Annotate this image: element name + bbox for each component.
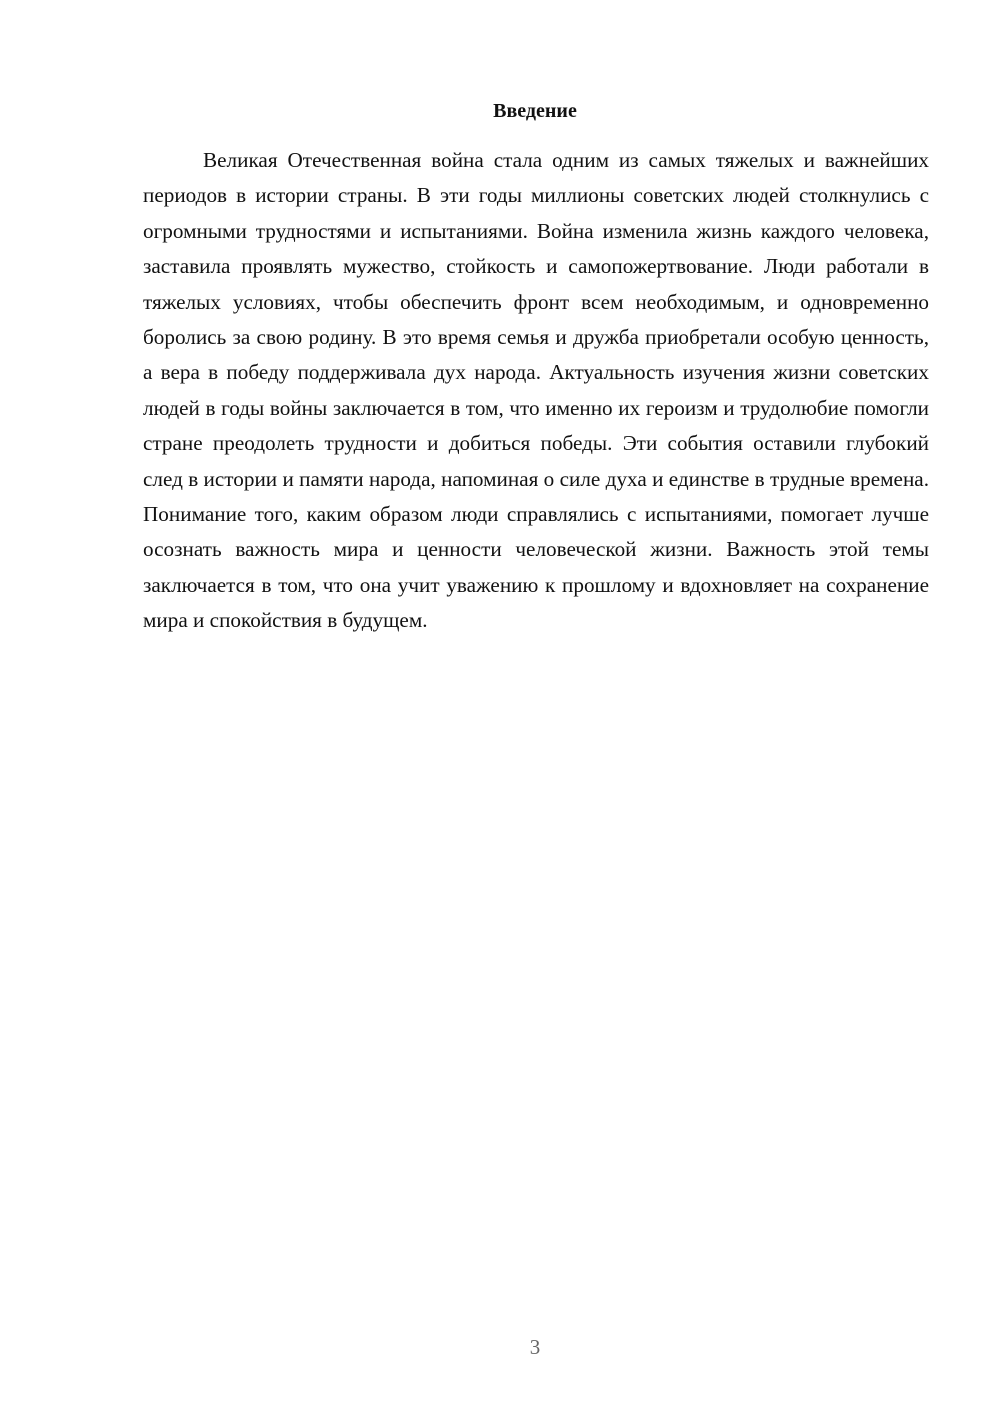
section-heading: Введение (493, 100, 577, 122)
introduction-paragraph: Великая Отечественная война стала одним из самых тяжелых и важнейших периодов в истории страны. В эти годы миллионы советских людей столкнулись с огромными трудностями и испытаниями. Война изменила жизнь каждого человека, заставила проявлять мужество, стойкость и самопожертвование. Люди работали в тяжелых условиях, чтобы обеспечить фронт всем необходимым, и одновременно боролись за свою родину. В это время семья и дружба приобретали особую ценность, а вера в победу поддерживала дух народа. Актуальность изучения жизни советских людей в годы войны заключается в том, что именно их героизм и трудолюбие помогли стране преодолеть трудности и добиться победы. Эти события оставили глубокий след в истории и памяти народа, напоминая о силе духа и единстве в трудные времена. Понимание того, каким образом люди справлялись с испытаниями, помогает лучше осознать важность мира и ценности человеческой жизни. Важность этой темы заключается в том, что она учит уважению к прошлому и вдохновляет на сохранение мира и спокойствия в будущем. (143, 148, 929, 633)
page-number: 3 (529, 1335, 541, 1359)
